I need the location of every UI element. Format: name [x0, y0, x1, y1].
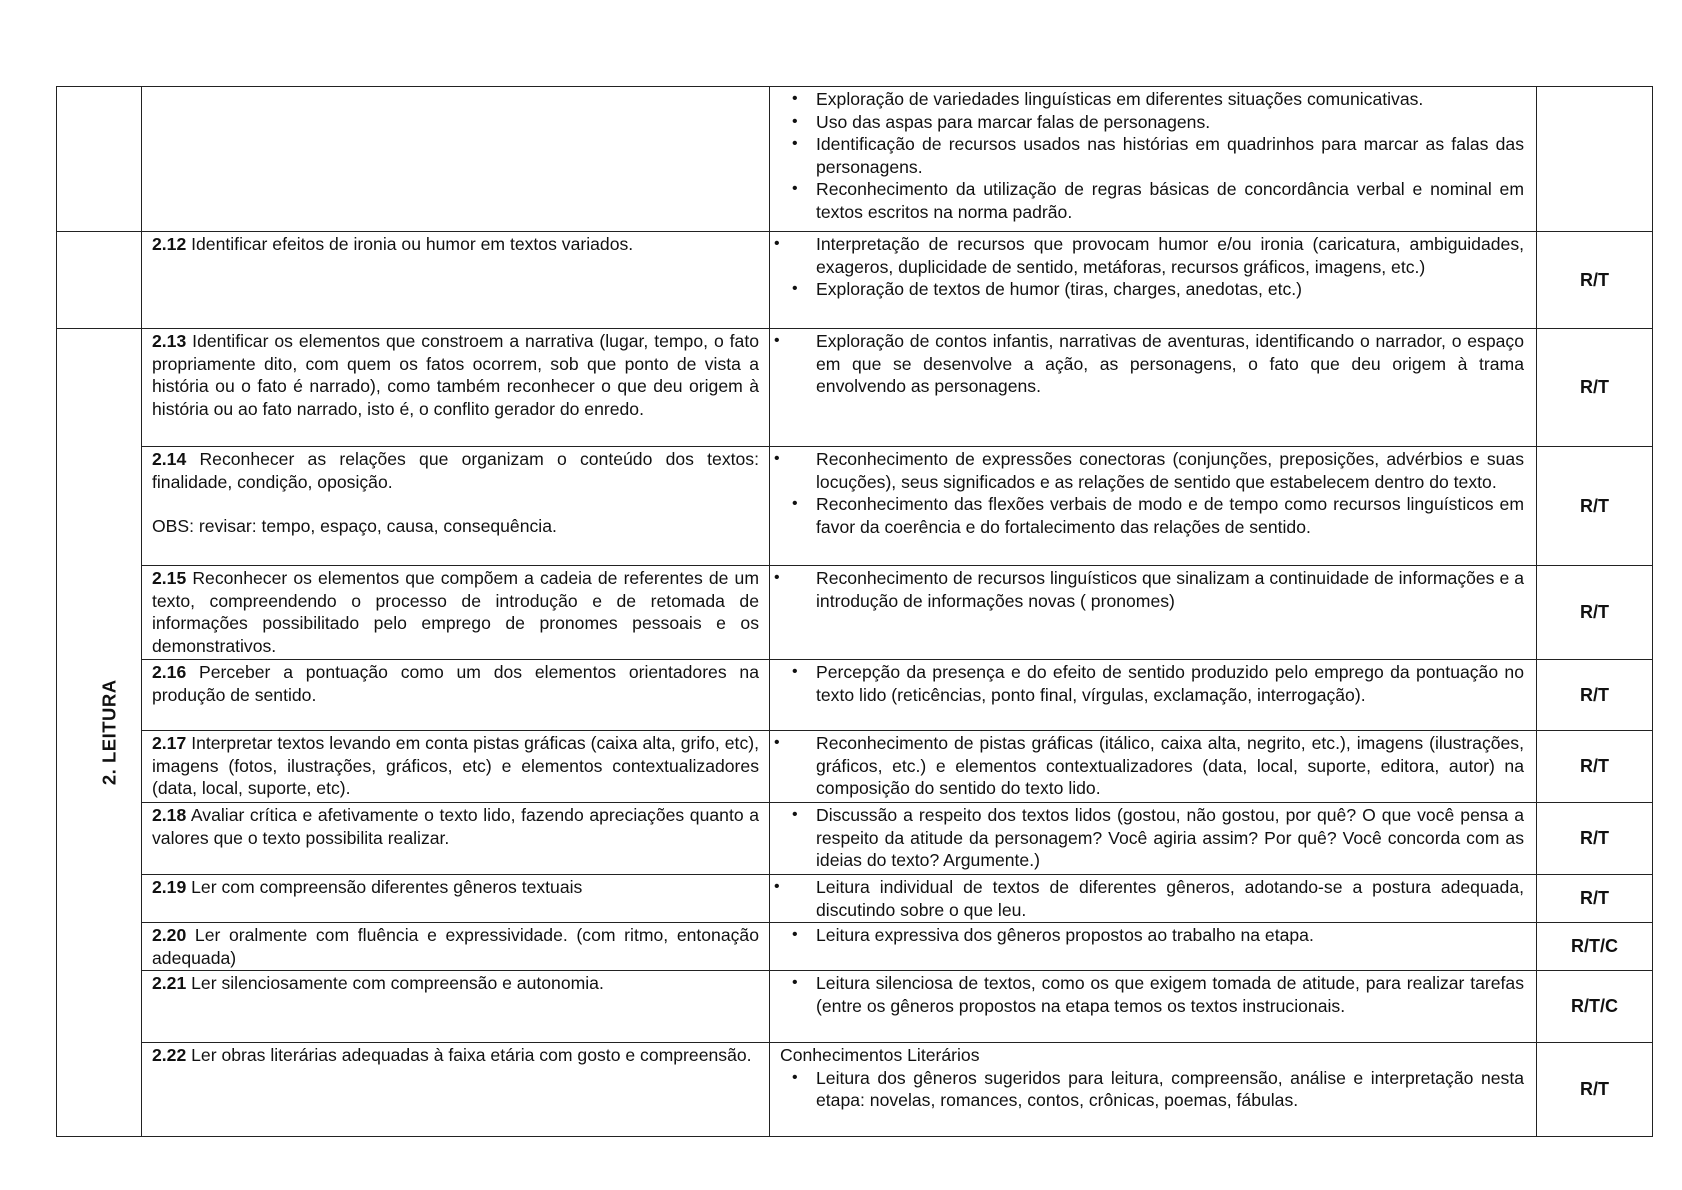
content-item: • Exploração de variedades linguísticas em diferentes situações comunicativas. — [778, 88, 1524, 111]
axis-cell-empty — [57, 87, 142, 232]
content-item: • Leitura expressiva dos gêneros propostos ao trabalho na etapa. — [778, 924, 1524, 947]
objective-text: Avaliar crítica e afetivamente o texto lido, fazendo apreciações quanto a valores que o texto possibilita realizar. — [152, 805, 759, 848]
content-item: • Percepção da presença e do efeito de sentido produzido pelo emprego da pontuação no texto lido (reticências, ponto final, vírgulas, exclamação, interrogação). — [778, 661, 1524, 706]
objective-cell — [142, 660, 770, 731]
curriculum-table — [56, 86, 1653, 1137]
evaluation-cell: R/T — [1537, 566, 1653, 660]
content-item: • Identificação de recursos usados nas histórias em quadrinhos para marcar as falas das personagens. — [778, 133, 1524, 178]
content-item: • Reconhecimento das flexões verbais de modo e de tempo como recursos linguísticos em favor da coerência e do fortalecimento das relações de sentido. — [778, 493, 1524, 538]
table-row — [57, 329, 1653, 447]
content-item: • Reconhecimento de recursos linguísticos que sinalizam a continuidade de informações e a introdução de informações novas ( pronomes) — [778, 567, 1524, 612]
table-row — [57, 87, 1653, 232]
objective-text: Perceber a pontuação como um dos elementos orientadores na produção de sentido. — [152, 662, 759, 705]
evaluation-cell: R/T/C — [1537, 923, 1653, 971]
objective-text: Ler silenciosamente com compreensão e autonomia. — [186, 973, 604, 993]
contents-cell — [770, 923, 1537, 971]
table-row — [57, 875, 1653, 923]
evaluation-cell: R/T — [1537, 447, 1653, 566]
table-row — [57, 660, 1653, 731]
evaluation-cell: R/T — [1537, 875, 1653, 923]
content-item: • Uso das aspas para marcar falas de personagens. — [778, 111, 1524, 134]
contents-cell — [770, 329, 1537, 447]
objective-text: Identificar os elementos que constroem a narrativa (lugar, tempo, o fato propriamente dito, com quem os fatos ocorrem, sob que ponto de vista a história ou o fato é narrado), como também reconhecer o que deu origem à história ou ao fato narrado, isto é, o conflito gerador do enredo. — [152, 331, 759, 419]
evaluation-cell — [1537, 87, 1653, 232]
objective-cell — [142, 566, 770, 660]
contents-cell — [770, 803, 1537, 875]
objective-text: Interpretar textos levando em conta pistas gráficas (caixa alta, grifo, etc), imagens (fotos, ilustrações, gráficos, etc) e elementos contextualizadores (data, local, suporte, etc). — [152, 733, 759, 798]
evaluation-cell: R/T — [1537, 660, 1653, 731]
contents-heading: Conhecimentos Literários — [780, 1045, 980, 1065]
contents-cell — [770, 87, 1537, 232]
content-item: • Reconhecimento da utilização de regras básicas de concordância verbal e nominal em textos escritos na norma padrão. — [778, 178, 1524, 223]
contents-cell — [770, 566, 1537, 660]
content-item: • Leitura silenciosa de textos, como os que exigem tomada de atitude, para realizar tarefas (entre os gêneros propostos na etapa temos os textos instrucionais. — [778, 972, 1524, 1017]
objective-code: 2.20 — [152, 925, 187, 945]
objective-code: 2.13 — [152, 331, 187, 351]
objective-text: Identificar efeitos de ironia ou humor em textos variados. — [186, 234, 634, 254]
objective-text: Reconhecer os elementos que compõem a cadeia de referentes de um texto, compreendendo o processo de introdução e de retomada de informações possibilitado pelo emprego de pronomes pessoais e os demonstrativos. — [152, 568, 759, 656]
objective-code: 2.14 — [152, 449, 187, 469]
table-row — [57, 923, 1653, 971]
evaluation-cell: R/T/C — [1537, 971, 1653, 1043]
objective-code: 2.19 — [152, 877, 187, 897]
objective-cell — [142, 875, 770, 923]
contents-cell — [770, 971, 1537, 1043]
table-row — [57, 566, 1653, 660]
evaluation-cell: R/T — [1537, 1043, 1653, 1137]
objective-cell — [142, 329, 770, 447]
content-item: • Reconhecimento de pistas gráficas (itálico, caixa alta, negrito, etc.), imagens (ilustrações, gráficos, etc.) e elementos contextualizadores (data, local, suporte, editora, autor) na composição do sentido do texto lido. — [778, 732, 1524, 800]
axis-cell-empty — [57, 232, 142, 329]
objective-code: 2.17 — [152, 733, 187, 753]
objective-cell — [142, 447, 770, 566]
objective-cell — [142, 923, 770, 971]
contents-cell — [770, 232, 1537, 329]
contents-cell — [770, 660, 1537, 731]
evaluation-cell: R/T — [1537, 232, 1653, 329]
objective-cell — [142, 232, 770, 329]
axis-label: 2. LEITURA — [98, 679, 120, 786]
objective-code: 2.16 — [152, 662, 187, 682]
content-item: • Leitura individual de textos de diferentes gêneros, adotando-se a postura adequada, discutindo sobre o que leu. — [778, 876, 1524, 921]
content-item: • Leitura dos gêneros sugeridos para leitura, compreensão, análise e interpretação nesta etapa: novelas, romances, contos, crônicas, poemas, fábulas. — [778, 1067, 1524, 1112]
objective-cell — [142, 803, 770, 875]
table-row — [57, 447, 1653, 566]
contents-cell — [770, 731, 1537, 803]
evaluation-cell: R/T — [1537, 731, 1653, 803]
table-row — [57, 971, 1653, 1043]
objective-text: Ler obras literárias adequadas à faixa etária com gosto e compreensão. — [186, 1045, 752, 1065]
objective-text: Ler oralmente com fluência e expressividade. (com ritmo, entonação adequada) — [152, 925, 759, 968]
content-item: • Interpretação de recursos que provocam humor e/ou ironia (caricatura, ambiguidades, exageros, duplicidade de sentido, metáforas, recursos gráficos, imagens, etc.) — [778, 233, 1524, 278]
objective-cell — [142, 731, 770, 803]
table-row — [57, 1043, 1653, 1137]
objective-cell — [142, 87, 770, 232]
content-item: • Exploração de textos de humor (tiras, charges, anedotas, etc.) — [778, 278, 1524, 301]
contents-cell — [770, 1043, 1537, 1137]
table-row — [57, 803, 1653, 875]
objective-text: Reconhecer as relações que organizam o conteúdo dos textos: finalidade, condição, oposição. — [152, 449, 759, 492]
objective-cell — [142, 1043, 770, 1137]
contents-cell — [770, 447, 1537, 566]
objective-note: OBS: revisar: tempo, espaço, causa, consequência. — [152, 516, 557, 536]
objective-text: Ler com compreensão diferentes gêneros textuais — [186, 877, 583, 897]
contents-cell — [770, 875, 1537, 923]
content-item: • Reconhecimento de expressões conectoras (conjunções, preposições, advérbios e suas locuções), seus significados e as relações de sentido que estabelecem dentro do texto. — [778, 448, 1524, 493]
objective-code: 2.18 — [152, 805, 187, 825]
table-row — [57, 731, 1653, 803]
axis-cell — [57, 329, 142, 1137]
content-item: • Exploração de contos infantis, narrativas de aventuras, identificando o narrador, o espaço em que se desenvolve a ação, as personagens, o fato que deu origem à trama envolvendo as personagens. — [778, 330, 1524, 398]
objective-code: 2.22 — [152, 1045, 187, 1065]
objective-code: 2.12 — [152, 234, 187, 254]
objective-code: 2.15 — [152, 568, 187, 588]
content-item: • Discussão a respeito dos textos lidos (gostou, não gostou, por quê? O que você pensa a respeito da atitude da personagem? Você agiria assim? Por quê? Você concorda com as ideias do texto? Argumente.) — [778, 804, 1524, 872]
table-row — [57, 232, 1653, 329]
objective-code: 2.21 — [152, 973, 187, 993]
objective-cell — [142, 971, 770, 1043]
evaluation-cell: R/T — [1537, 803, 1653, 875]
evaluation-cell: R/T — [1537, 329, 1653, 447]
